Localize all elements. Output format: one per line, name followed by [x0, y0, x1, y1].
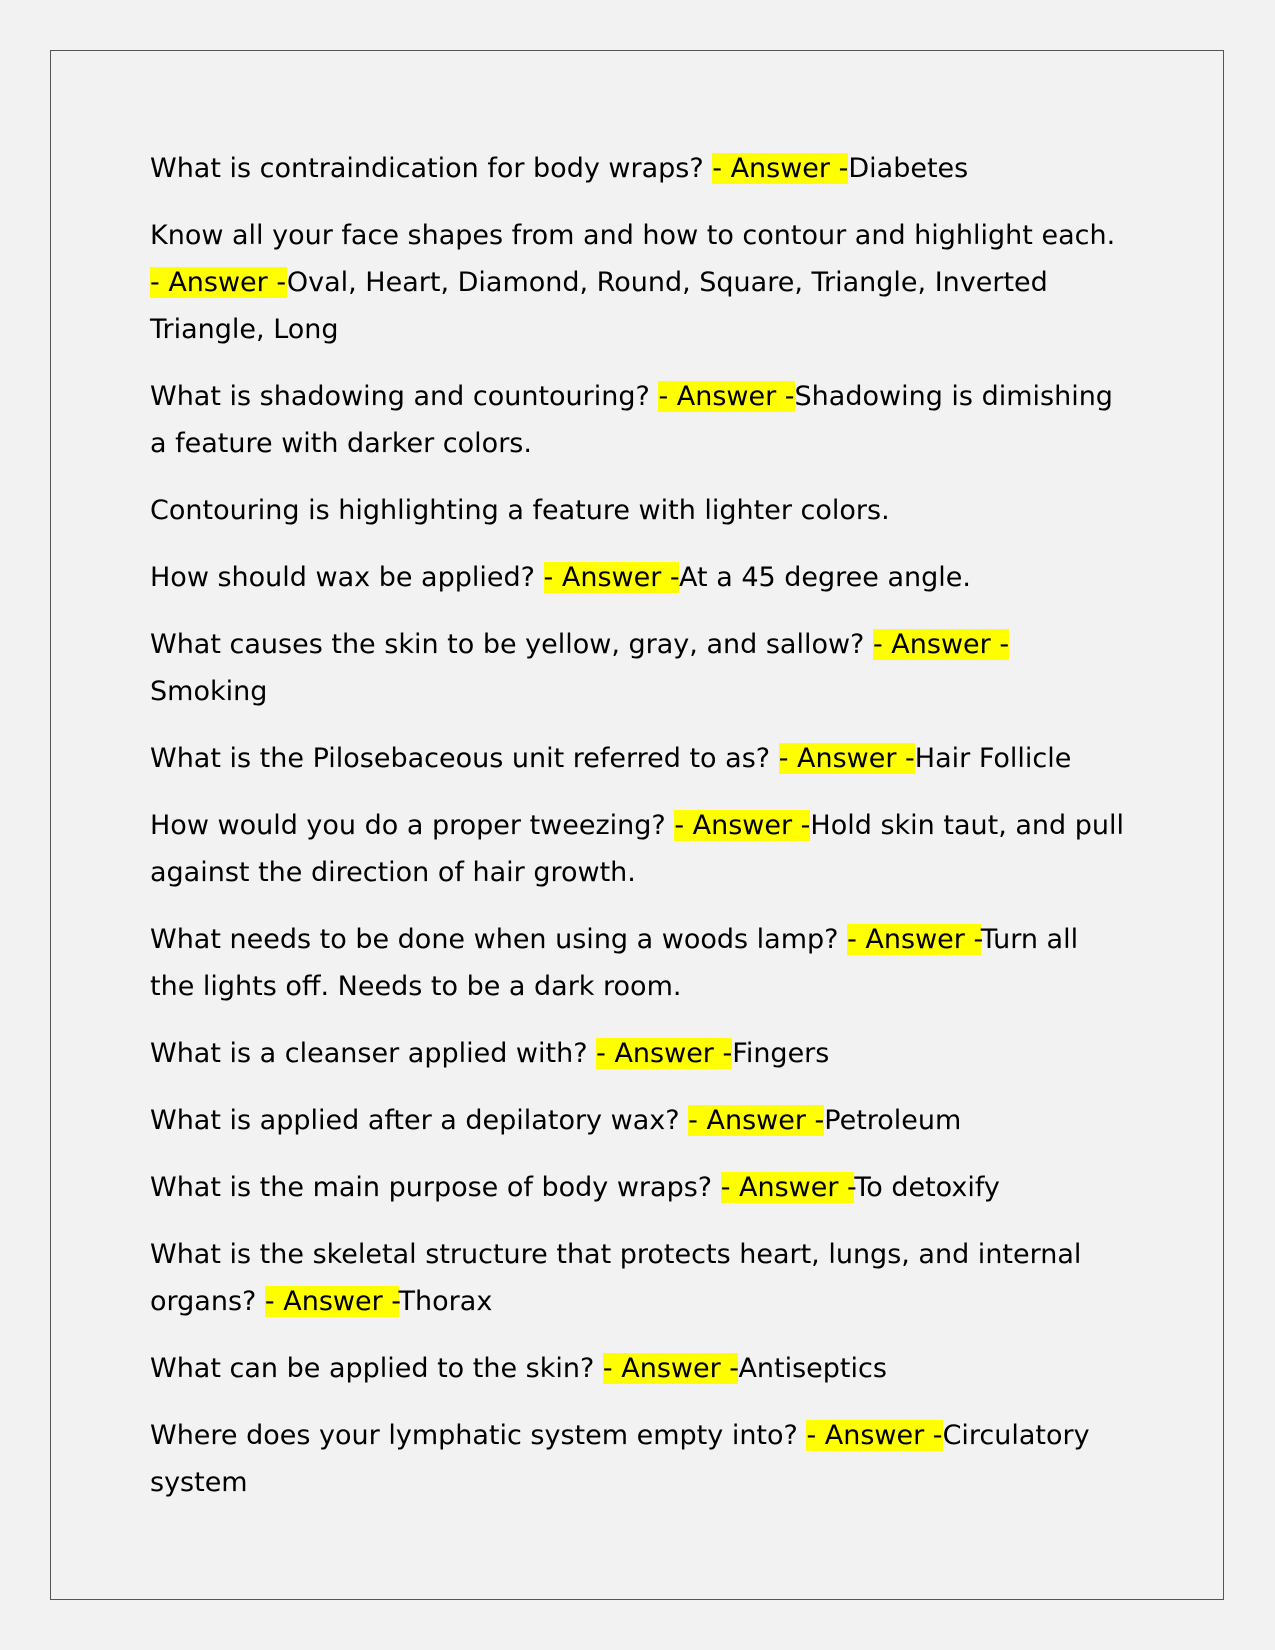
question-text: What can be applied to the skin?	[150, 1353, 603, 1384]
answer-text: Petroleum	[824, 1105, 962, 1136]
answer-marker: - Answer -	[720, 1172, 855, 1203]
answer-text: To detoxify	[854, 1172, 1000, 1203]
answer-text: Contouring is highlighting a feature with lighter colors.	[150, 495, 890, 526]
qa-item	[150, 735, 1125, 782]
qa-continuation	[150, 487, 1125, 534]
answer-text: Thorax	[398, 1286, 493, 1317]
qa-item	[150, 1345, 1125, 1392]
answer-text: Hold skin taut, and pull against the direction of hair growth.	[150, 810, 1124, 888]
answer-text: At a 45 degree angle.	[679, 562, 971, 593]
question-text: What is the skeletal structure that protects heart, lungs, and internal organs?	[150, 1239, 1082, 1317]
answer-marker: - Answer -	[658, 381, 795, 412]
question-text: What causes the skin to be yellow, gray, and sallow?	[150, 629, 873, 660]
answer-text: Antiseptics	[738, 1353, 887, 1384]
qa-item	[150, 802, 1125, 896]
question-text: What is the main purpose of body wraps?	[150, 1172, 721, 1203]
question-text: How should wax be applied?	[150, 562, 544, 593]
qa-item	[150, 1030, 1125, 1077]
question-text: How would you do a proper tweezing?	[150, 810, 675, 841]
question-text: What is the Pilosebaceous unit referred to as?	[150, 743, 779, 774]
answer-marker: - Answer -	[712, 153, 849, 184]
answer-text: Shadowing is dimishing a feature with darker colors.	[150, 381, 1113, 459]
qa-item	[150, 1412, 1125, 1506]
question-text: Know all your face shapes from and how to contour and highlight each.	[150, 220, 1116, 251]
question-text: What is a cleanser applied with?	[150, 1038, 597, 1069]
answer-marker: - Answer -	[872, 629, 1010, 660]
qa-item	[150, 916, 1125, 1010]
question-text: What is contraindication for body wraps?	[150, 153, 713, 184]
answer-text: Circulatory system	[150, 1420, 1090, 1498]
answer-marker: - Answer -	[778, 743, 915, 774]
qa-item	[150, 1097, 1125, 1144]
qa-item	[150, 373, 1125, 467]
document-body	[150, 145, 1125, 1526]
question-text: What is applied after a depilatory wax?	[150, 1105, 689, 1136]
answer-text: Turn all the lights off. Needs to be a dark room.	[150, 924, 1079, 1002]
question-text: What needs to be done when using a woods lamp?	[150, 924, 848, 955]
answer-marker: - Answer -	[806, 1420, 943, 1451]
qa-item	[150, 212, 1125, 353]
question-text: What is shadowing and countouring?	[150, 381, 659, 412]
answer-marker: - Answer -	[674, 810, 811, 841]
qa-item	[150, 554, 1125, 601]
answer-marker: - Answer -	[847, 924, 981, 955]
question-text: Where does your lymphatic system empty into?	[150, 1420, 807, 1451]
qa-item	[150, 621, 1125, 715]
answer-marker: - Answer -	[543, 562, 680, 593]
qa-item	[150, 145, 1125, 192]
qa-item	[150, 1164, 1125, 1211]
answer-marker: - Answer -	[150, 267, 287, 298]
answer-marker: - Answer -	[264, 1286, 399, 1317]
answer-text: Hair Follicle	[914, 743, 1072, 774]
qa-item	[150, 1231, 1125, 1325]
answer-marker: - Answer -	[602, 1353, 739, 1384]
answer-text: Oval, Heart, Diamond, Round, Square, Triangle, Inverted Triangle, Long	[150, 267, 1048, 345]
answer-text: Diabetes	[848, 153, 969, 184]
answer-marker: - Answer -	[688, 1105, 825, 1136]
answer-marker: - Answer -	[596, 1038, 733, 1069]
answer-text: Fingers	[732, 1038, 830, 1069]
answer-text: Smoking	[150, 676, 268, 707]
